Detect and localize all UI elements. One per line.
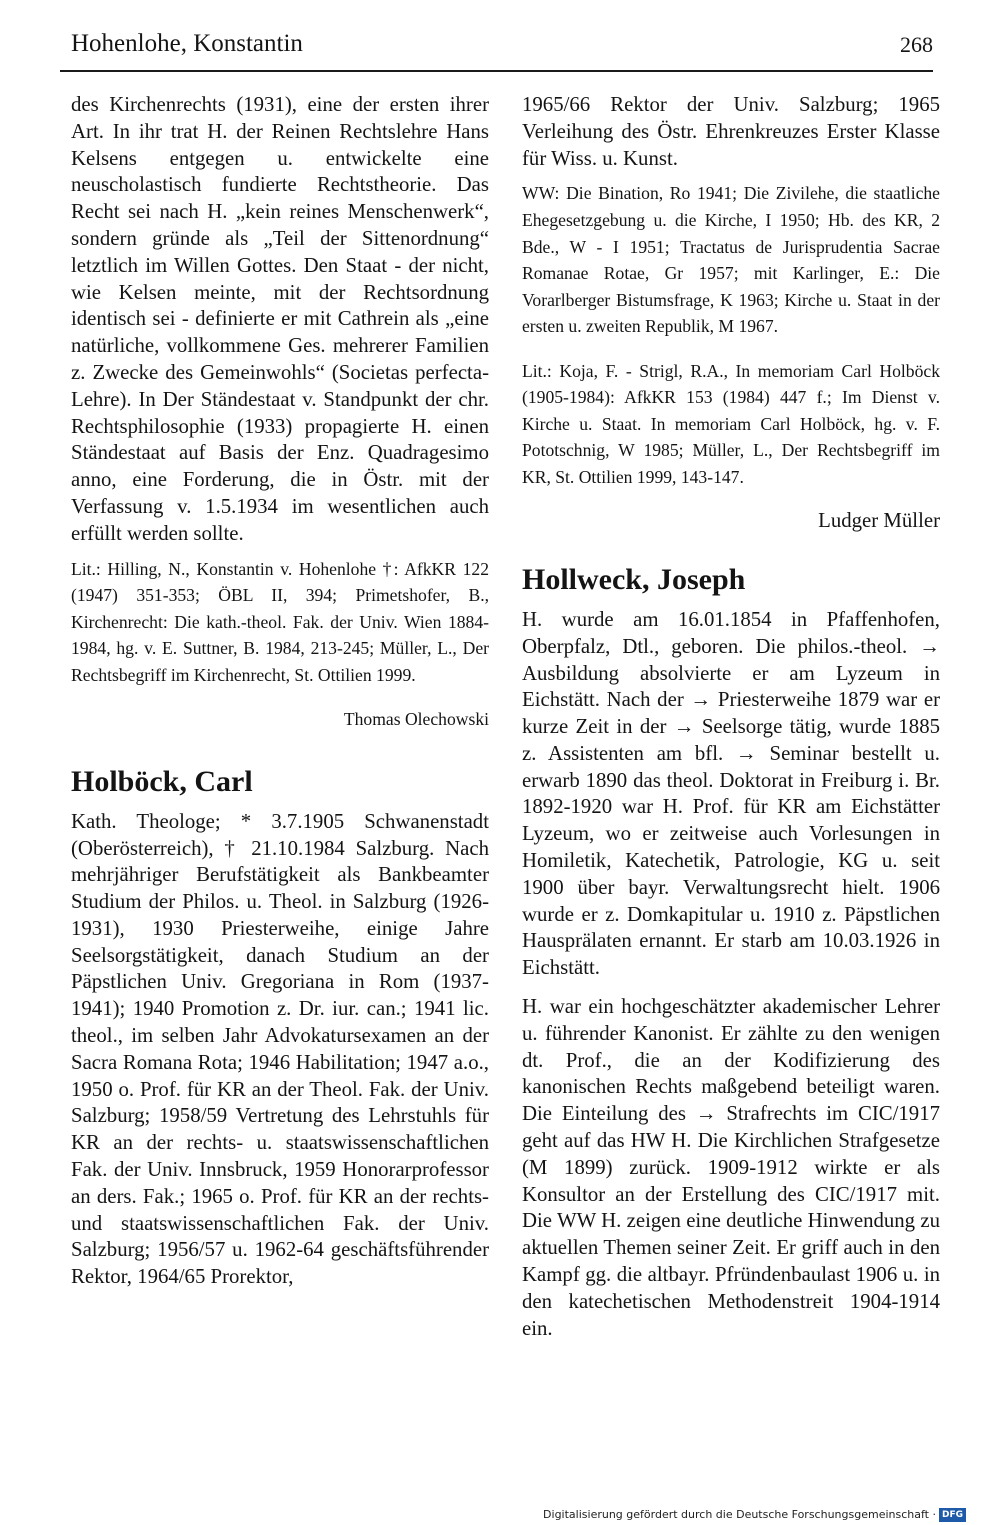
funding-footer: Digitalisierung gefördert durch die Deutsche Forschungsgemeinschaft · DFG [543, 1508, 966, 1522]
entry-paragraph: Kath. Theologe; * 3.7.1905 Schwanenstadt (Oberösterreich), † 21.10.1984 Salzburg. Nach mehrjähriger Berufstätigkeit als Bankbeamter Studium der Philos. u. Theol. in Salzburg (1926-1931), 1930 Priesterweihe, einige Jahre Seelsorgstätigkeit, danach Studium an der Päpstlichen Univ. Gregoriana in Rom (1937-1941); 1940 Promotion z. Dr. iur. can.; 1941 lic. theol., im selben Jahr Advokatursexamen an der Sacra Romana Rota; 1946 Habilitation; 1947 a.o., 1950 o. Prof. für KR an der Theol. Fak. der Univ. Salzburg; 1958/59 Vertretung des Lehrstuhls für KR an der rechts- u. staatswissenschaftlichen Fak. der Univ. Innsbruck, 1959 Honorarprofessor an ders. Fak.; 1965 o. Prof. für KR an der rechts- und staatswissenschaftlichen Fak. der Univ. Salzburg; 1956/57 u. 1962-64 geschäftsführender Rektor, 1964/65 Prorektor, [71, 809, 489, 1289]
continuation-paragraph: 1965/66 Rektor der Univ. Salzburg; 1965 Verleihung des Östr. Ehrenkreuzes Erster Klasse für Wiss. u. Kunst. [522, 93, 940, 170]
entry-paragraph: H. wurde am 16.01.1854 in Pfaffenhofen, Oberpfalz, Dtl., geboren. Die philos.-theol. → Ausbildung absolvierte er am Lyzeum in Eichstätt. Nach der → Priesterweihe 1879 war er kurze Zeit in der → Seelsorge tätig, wurde 1885 z. Assistenten am bfl. → Seminar bestellt u. erwarb 1890 das theol. Doktorat in Freiburg i. Br. 1892-1920 war H. Prof. für KR am Eichstätter Lyzeum, wo er zeitweise auch Vorlesungen in Homiletik, Katechetik, Patrologie, KG u. seit 1900 über bayr. Verwaltungsrecht hielt. 1906 wurde er z. Domkapitular u. 1910 z. Päpstlichen Hausprälaten ernannt. Er starb am 10.03.1926 in Eichstätt. [522, 607, 940, 980]
footer-text: Digitalisierung gefördert durch die Deutsche Forschungsgemeinschaft [543, 1508, 929, 1521]
right-column [522, 92, 940, 1342]
running-header [60, 30, 933, 72]
author-signature: Thomas Olechowski [343, 709, 489, 730]
dfg-logo: DFG [939, 1508, 966, 1522]
works-note: WW: Die Bination, Ro 1941; Die Zivilehe, die staatliche Ehegesetzgebung u. die Kirche, I 1950; Hb. des KR, 2 Bde., W - I 1951; Tractatus de Jurisprudentia Sacrae Romanae Rotae, Gr 1957; mit Karlinger, E.: Die Vorarlberger Bistumsfrage, K 1963; Kirche u. Staat in der ersten u. zweiten Republik, M 1967. [522, 183, 940, 337]
entry-heading: Hollweck, Joseph [522, 562, 746, 596]
entry-paragraph: H. war ein hochgeschätzter akademischer Lehrer u. führender Kanonist. Er zählte zu den wenigen dt. Prof., die an der Kodifizierung des kanonischen Rechts maßgebend beteiligt waren. Die Einteilung des → Strafrechts im CIC/1917 geht auf das HW H. Die Kirchlichen Strafgesetze (M 1899) zurück. 1909-1912 wirkte er als Konsultor an der Erstellung des CIC/1917 mit. Die WW H. zeigen eine deutliche Hinwendung zu aktuellen Themen seiner Zeit. Er griff auch in den Kampf gg. die altbayr. Pfründenbaulast 1906 u. in den katechetischen Methodenstreit 1904-1914 ein. [522, 995, 940, 1340]
entry-heading: Holböck, Carl [71, 764, 253, 798]
page-number: 268 [900, 32, 933, 57]
continuation-paragraph: des Kirchenrechts (1931), eine der ersten ihrer Art. In ihr trat H. der Reinen Rechtslehre Hans Kelsens entgegen u. entwickelte eine neuscholastisch fundierte Rechtstheorie. Das Recht sei nach H. „kein reines Menschenwerk“, sondern gründe als „Teil der Sittenordnung“ letztlich im Willen Gottes. Den Staat - der nicht, wie Kelsen meinte, mit der Rechtsordnung identisch sei - definierte er mit Cathrein als „eine natürliche, vollkommene Ges. mehrerer Familien z. Zwecke des Gemeinwohls“ (Societas perfecta-Lehre). In Der Ständestaat v. Standpunkt der chr. Rechtsphilosophie (1933) propagierte H. einen Ständestaat auf Basis der Enz. Quadragesimo anno, eine Forderung, die in Östr. mit der Verfassung v. 1.5.1934 im wesentlichen auch erfüllt werden sollte. [71, 93, 489, 545]
running-head-title: Hohenlohe, Konstantin [71, 30, 303, 57]
author-signature: Ludger Müller [818, 509, 940, 533]
literature-note: Lit.: Hilling, N., Konstantin v. Hohenlohe †: AfkKR 122 (1947) 351-353; ÖBL II, 394; Primetshofer, B., Kirchenrecht: Die kath.-theol. Fak. der Univ. Wien 1884-1984, hg. v. E. Suttner, B. 1984, 213-245; Müller, L., Der Rechtsbegriff im Kirchenrecht, St. Ottilien 1999. [71, 558, 489, 685]
left-column [71, 92, 489, 1291]
literature-note: Lit.: Koja, F. - Strigl, R.A., In memoriam Carl Holböck (1905-1984): AfkKR 153 (1984) 447 f.; Im Dienst v. Kirche u. Staat. In memoriam Carl Holböck, hg. v. F. Pototschnig, W 1985; Müller, L., Der Rechtsbegriff im KR, St. Ottilien 1999, 143-147. [522, 360, 940, 487]
